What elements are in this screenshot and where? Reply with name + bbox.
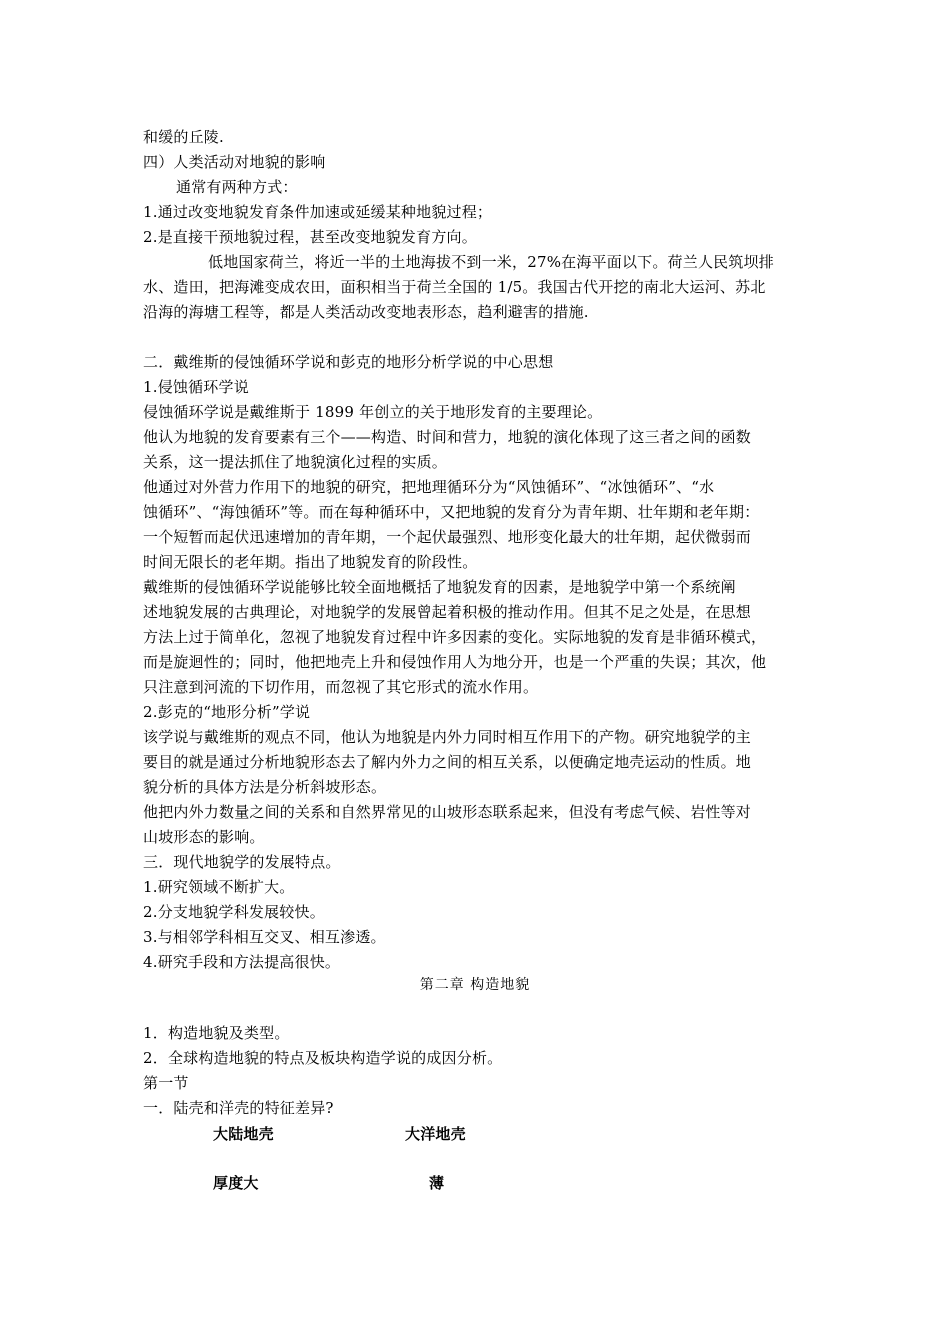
- text-line: 水、造田，把海滩变成农田，面积相当于荷兰全国的 1/5。我国古代开挖的南北大运河、苏北: [143, 278, 766, 296]
- text-line: 他通过对外营力作用下的地貌的研究，把地理循环分为“风蚀循环”、“冰蚀循环”、“水: [143, 478, 715, 496]
- text-line: 要目的就是通过分析地貌形态去了解内外力之间的相互关系，以便确定地壳运动的性质。地: [143, 753, 752, 771]
- text-line: 和缓的丘陵.: [143, 128, 224, 146]
- text-line: 而是旋迴性的；同时，他把地壳上升和侵蚀作用人为地分开，也是一个严重的失误；其次，他: [143, 653, 767, 671]
- text-line: 侵蚀循环学说是戴维斯于 1899 年创立的关于地形发育的主要理论。: [143, 403, 603, 421]
- section-heading: 四）人类活动对地貌的影响: [143, 153, 326, 171]
- text-line: 低地国家荷兰，将近一半的土地海拔不到一米，27%在海平面以下。荷兰人民筑坝排: [208, 253, 774, 271]
- chapter-title: 第二章 构造地貌: [419, 977, 531, 993]
- text-line: 一个短暂而起伏迅速增加的青年期，一个起伏最强烈、地形变化最大的壮年期，起伏微弱而: [143, 528, 752, 546]
- list-item: 1.通过改变地貌发育条件加速或延缓某种地貌过程；: [143, 203, 493, 221]
- subsection-heading: 1.侵蚀循环学说: [143, 378, 249, 396]
- text-line: 关系，这一提法抓住了地貌演化过程的实质。: [143, 453, 448, 471]
- section-label: 第一节: [143, 1074, 189, 1092]
- text-line: 该学说与戴维斯的观点不同，他认为地貌是内外力同时相互作用下的产物。研究地貌学的主: [143, 728, 752, 746]
- table-header-continental-crust: 大陆地壳: [213, 1125, 274, 1143]
- text-line: 他把内外力数量之间的关系和自然界常见的山坡形态联系起来，但没有考虑气候、岩性等对: [143, 803, 752, 821]
- subsection-heading: 2.彭克的“地形分析”学说: [143, 703, 311, 721]
- text-line: 述地貌发展的古典理论，对地貌学的发展曾起着积极的推动作用。但其不足之处是，在思想: [143, 603, 752, 621]
- list-item: 1．构造地貌及类型。: [143, 1024, 290, 1042]
- section-heading: 三．现代地貌学的发展特点。: [143, 853, 341, 871]
- list-item: 4.研究手段和方法提高很快。: [143, 953, 341, 971]
- list-item: 2.分支地貌学科发展较快。: [143, 903, 325, 921]
- table-cell-thickness-continental: 厚度大: [213, 1174, 259, 1192]
- text-line: 他认为地貌的发育要素有三个——构造、时间和营力，地貌的演化体现了这三者之间的函数: [143, 428, 752, 446]
- text-line: 貌分析的具体方法是分析斜坡形态。: [143, 778, 387, 796]
- text-line: 山坡形态的影响。: [143, 828, 265, 846]
- text-line: 通常有两种方式：: [176, 178, 298, 196]
- section-heading: 一．陆壳和洋壳的特征差异?: [143, 1099, 334, 1117]
- list-item: 3.与相邻学科相互交叉、相互渗透。: [143, 928, 386, 946]
- table-header-oceanic-crust: 大洋地壳: [405, 1125, 466, 1143]
- text-line: 只注意到河流的下切作用，而忽视了其它形式的流水作用。: [143, 678, 539, 696]
- list-item: 2.是直接干预地貌过程，甚至改变地貌发育方向。: [143, 228, 477, 246]
- text-line: 蚀循环”、“海蚀循环”等。而在每种循环中，又把地貌的发育分为青年期、壮年期和老年期：: [143, 503, 760, 521]
- text-line: 沿海的海塘工程等，都是人类活动改变地表形态，趋利避害的措施.: [143, 303, 589, 321]
- list-item: 1.研究领域不断扩大。: [143, 878, 295, 896]
- text-line: 方法上过于简单化，忽视了地貌发育过程中许多因素的变化。实际地貌的发育是非循环模式，: [143, 628, 767, 646]
- section-heading: 二．戴维斯的侵蚀循环学说和彭克的地形分析学说的中心思想: [143, 353, 554, 371]
- list-item: 2．全球构造地貌的特点及板块构造学说的成因分析。: [143, 1049, 503, 1067]
- text-line: 戴维斯的侵蚀循环学说能够比较全面地概括了地貌发育的因素，是地貌学中第一个系统阐: [143, 578, 736, 596]
- table-cell-thickness-oceanic: 薄: [429, 1174, 445, 1192]
- text-line: 时间无限长的老年期。指出了地貌发育的阶段性。: [143, 553, 478, 571]
